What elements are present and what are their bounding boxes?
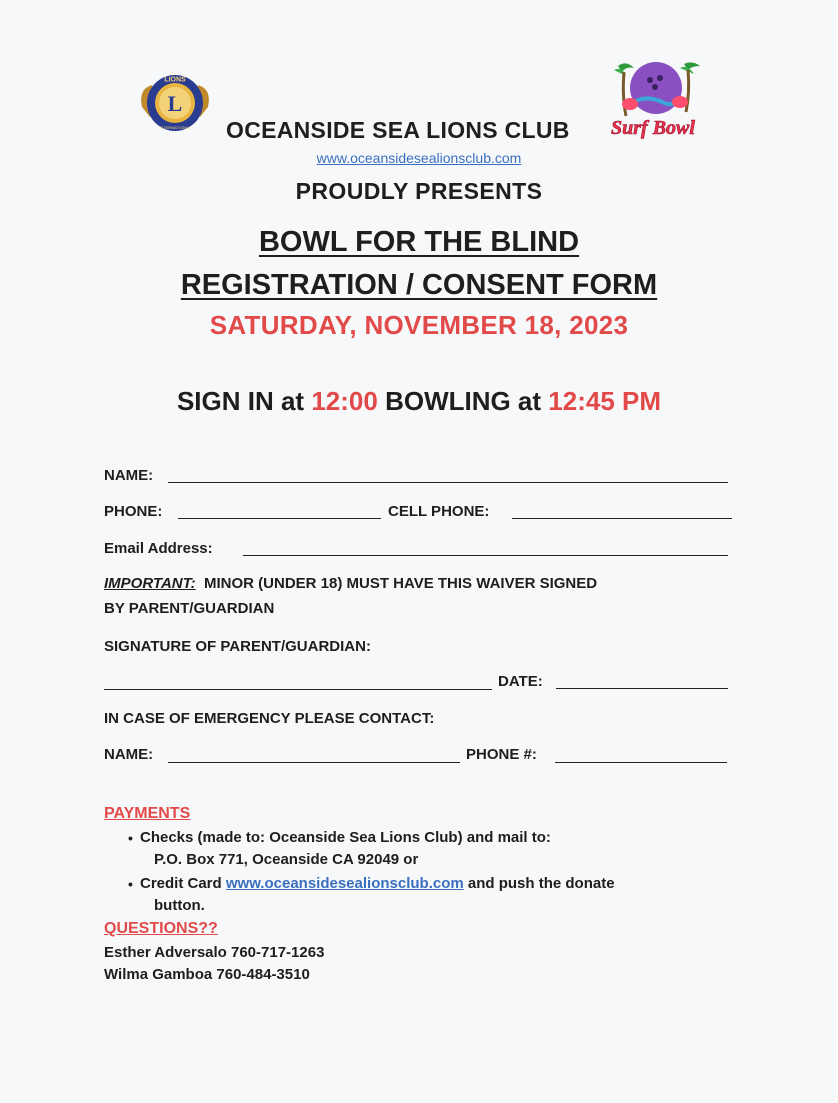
event-title: BOWL FOR THE BLIND bbox=[258, 226, 580, 258]
email-field-line[interactable] bbox=[243, 555, 728, 556]
schedule-line bbox=[0, 386, 838, 417]
cell-phone-field-line[interactable] bbox=[512, 518, 732, 519]
lions-international-logo bbox=[136, 67, 214, 139]
surf-bowl-logo bbox=[600, 56, 706, 142]
payment-checks-line2: P.O. Box 771, Oceanside CA 92049 or bbox=[154, 851, 419, 868]
contact-esther: Esther Adversalo 760-717-1263 bbox=[104, 944, 325, 961]
questions-heading: QUESTIONS?? bbox=[104, 920, 218, 937]
payment-credit-line2: button. bbox=[154, 897, 205, 914]
emergency-phone-field-line[interactable] bbox=[555, 762, 727, 763]
emergency-phone-label: PHONE #: bbox=[466, 746, 537, 763]
email-label: Email Address: bbox=[104, 540, 213, 557]
signature-field-line[interactable] bbox=[104, 689, 492, 690]
name-label: NAME: bbox=[104, 467, 154, 484]
important-notice bbox=[104, 575, 597, 592]
bullet-icon: • bbox=[128, 830, 133, 846]
payment-credit-line bbox=[140, 875, 615, 892]
lions-logo-text: LIONS bbox=[164, 76, 186, 84]
credit-card-label: Credit Card bbox=[140, 875, 222, 892]
contact-wilma: Wilma Gamboa 760-484-3510 bbox=[104, 966, 310, 983]
date-field-line[interactable] bbox=[556, 688, 728, 689]
important-label: IMPORTANT: bbox=[104, 575, 196, 592]
emergency-contact-label: IN CASE OF EMERGENCY PLEASE CONTACT: bbox=[104, 710, 435, 727]
important-text-line2: BY PARENT/GUARDIAN bbox=[104, 600, 275, 617]
event-date: SATURDAY, NOVEMBER 18, 2023 bbox=[209, 310, 629, 340]
payment-checks-line1: Checks (made to: Oceanside Sea Lions Club) and mail to: bbox=[140, 829, 551, 846]
bowling-label: BOWLING at bbox=[385, 386, 542, 416]
donate-website-link[interactable]: www.oceansidesealionsclub.com bbox=[225, 875, 464, 892]
club-name: OCEANSIDE SEA LIONS CLUB bbox=[226, 117, 570, 143]
date-label: DATE: bbox=[498, 673, 543, 690]
lions-logo-bottom-text: INTERNATIONAL bbox=[159, 125, 191, 130]
lions-logo-letter: L bbox=[167, 91, 183, 116]
phone-field-line[interactable] bbox=[178, 518, 381, 519]
emergency-name-label: NAME: bbox=[104, 746, 154, 763]
payments-heading: PAYMENTS bbox=[104, 805, 191, 822]
phone-label: PHONE: bbox=[104, 503, 163, 520]
surf-bowl-logo-text: Surf Bowl bbox=[611, 117, 695, 139]
name-field-line[interactable] bbox=[168, 482, 728, 483]
cell-phone-label: CELL PHONE: bbox=[388, 503, 490, 520]
bullet-icon: • bbox=[128, 876, 133, 892]
form-title: REGISTRATION / CONSENT FORM bbox=[180, 269, 658, 301]
club-website-link[interactable]: www.oceansidesealionsclub.com bbox=[316, 150, 522, 166]
sign-in-time: 12:00 bbox=[311, 386, 378, 416]
sign-in-label: SIGN IN at bbox=[176, 386, 305, 416]
signature-label: SIGNATURE OF PARENT/GUARDIAN: bbox=[104, 638, 371, 655]
credit-card-suffix: and push the donate bbox=[467, 875, 615, 892]
important-text-line1: MINOR (UNDER 18) MUST HAVE THIS WAIVER SIGNED bbox=[204, 575, 598, 592]
proudly-presents-heading: PROUDLY PRESENTS bbox=[295, 178, 543, 204]
emergency-name-field-line[interactable] bbox=[168, 762, 460, 763]
bowling-time: 12:45 PM bbox=[548, 386, 662, 416]
